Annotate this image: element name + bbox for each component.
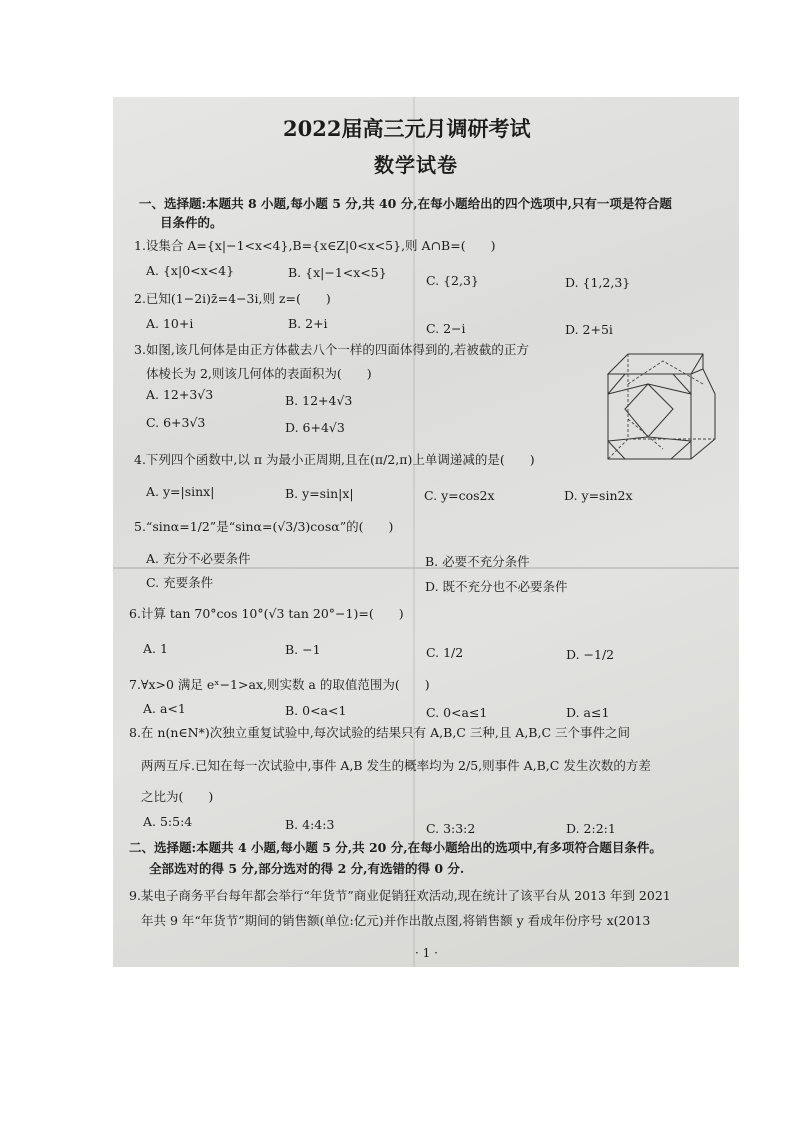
q9-stem: 9.某电子商务平台每年都会举行“年货节”商业促销狂欢活动,现在统计了该平台从 2013 年到 2021 (129, 888, 671, 903)
q7-stem: 7.∀x>0 满足 eˣ−1>ax,则实数 a 的取值范围为( ) (129, 677, 430, 692)
q6-option-d: D. −1/2 (566, 647, 615, 662)
q7-option-a: A. a<1 (143, 701, 186, 716)
q4-option-b: B. y=sin|x| (285, 486, 354, 501)
exam-paper (113, 97, 739, 967)
q4-stem: 4.下列四个函数中,以 π 为最小正周期,且在(π/2,π)上单调递减的是( ) (134, 452, 535, 467)
q3-option-a: A. 12+3√3 (146, 387, 214, 402)
q6-option-c: C. 1/2 (426, 645, 464, 660)
q5-option-a: A. 充分不必要条件 (146, 551, 251, 566)
q3-option-c: C. 6+3√3 (146, 415, 206, 430)
q2-option-d: D. 2+5i (565, 322, 613, 337)
q1-stem: 1.设集合 A={x|−1<x<4},B={x∈Z|0<x<5},则 A∩B=( ) (134, 238, 496, 253)
q5-option-c: C. 充要条件 (146, 575, 214, 590)
q7-option-c: C. 0<a≤1 (426, 705, 488, 720)
q2-option-a: A. 10+i (146, 316, 194, 331)
q6-option-b: B. −1 (285, 642, 321, 657)
section1-heading: 一、选择题:本题共 8 小题,每小题 5 分,共 40 分,在每小题给出的四个选项中,只有一项是符合题 (139, 196, 672, 211)
q5-option-b: B. 必要不充分条件 (425, 554, 530, 569)
q8-option-b: B. 4:4:3 (285, 817, 335, 832)
q2-option-c: C. 2−i (426, 321, 466, 336)
q3-stem: 3.如图,该几何体是由正方体截去八个一样的四面体得到的,若被截的正方 (134, 342, 529, 357)
q3-stem-cont: 体棱长为 2,则该几何体的表面积为( ) (146, 366, 372, 381)
q7-option-d: D. a≤1 (566, 705, 610, 720)
page-number: · 1 · (415, 946, 438, 960)
q2-stem: 2.已知(1−2i)z̄=4−3i,则 z=( ) (134, 291, 331, 306)
q3-option-d: D. 6+4√3 (285, 420, 345, 435)
q1-option-b: B. {x|−1<x<5} (288, 265, 387, 280)
q6-option-a: A. 1 (143, 641, 168, 656)
q8-option-d: D. 2:2:1 (566, 821, 616, 836)
q3-option-b: B. 12+4√3 (285, 393, 353, 408)
q4-option-a: A. y=|sinx| (146, 484, 215, 499)
q1-option-c: C. {2,3} (426, 273, 479, 288)
q1-option-d: D. {1,2,3} (565, 275, 631, 290)
q2-option-b: B. 2+i (288, 316, 328, 331)
q8-option-c: C. 3:3:2 (426, 821, 476, 836)
q5-stem: 5.“sinα=1/2”是“sinα=(√3/3)cosα”的( ) (134, 519, 394, 534)
section1-heading-cont: 目条件的。 (160, 215, 223, 230)
q5-option-d: D. 既不充分也不必要条件 (425, 579, 568, 594)
q8-stem: 8.在 n(n∈N*)次独立重复试验中,每次试验的结果只有 A,B,C 三种,且 A,B,C 三个事件之间 (129, 725, 630, 740)
section2-heading: 二、选择题:本题共 4 小题,每小题 5 分,共 20 分,在每小题给出的选项中,有多项符合题目条件。 (129, 840, 662, 855)
q4-option-c: C. y=cos2x (424, 488, 495, 503)
q4-option-d: D. y=sin2x (564, 488, 633, 503)
section2-heading-cont: 全部选对的得 5 分,部分选对的得 2 分,有选错的得 0 分. (149, 861, 465, 876)
q8-stem-cont: 两两互斥.已知在每一次试验中,事件 A,B 发生的概率均为 2/5,则事件 A,B,C 发生次数的方差 (141, 758, 651, 773)
exam-subtitle: 数学试卷 (374, 153, 458, 177)
truncated-cube-figure (603, 349, 721, 467)
q7-option-b: B. 0<a<1 (285, 703, 347, 718)
q6-stem: 6.计算 tan 70°cos 10°(√3 tan 20°−1)=( ) (129, 606, 404, 621)
q8-option-a: A. 5:5:4 (143, 814, 193, 829)
exam-title: 2022届高三元月调研考试 (283, 116, 531, 141)
q8-stem-cont2: 之比为( ) (141, 789, 214, 804)
paper-fold-vertical (413, 97, 415, 967)
q9-stem-cont: 年共 9 年“年货节”期间的销售额(单位:亿元)并作出散点图,将销售额 y 看成年份序号 x(2013 (141, 913, 651, 928)
q1-option-a: A. {x|0<x<4} (146, 263, 235, 278)
